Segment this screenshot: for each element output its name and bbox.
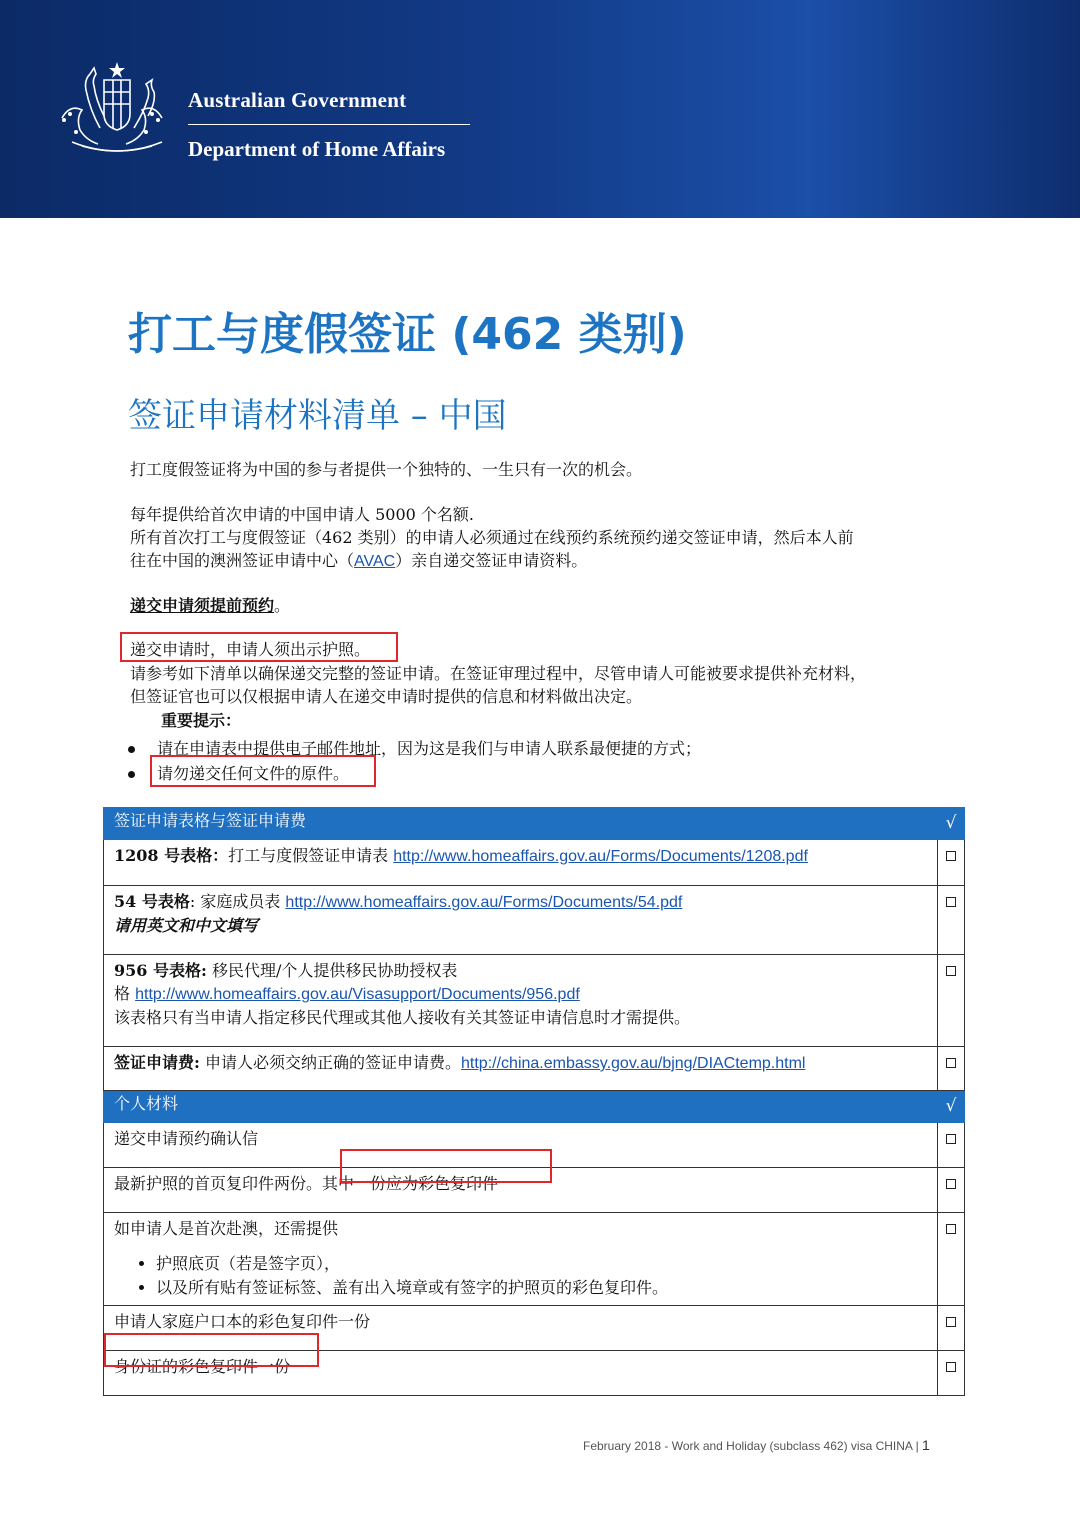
- checkbox-icon[interactable]: [946, 966, 956, 976]
- checkbox-icon[interactable]: [946, 851, 956, 861]
- table-row: 签证申请费: 申请人必须交纳正确的签证申请费。http://china.embassy.gov.au/bjng/DIACtemp.html: [104, 1047, 965, 1091]
- section-title: 签证申请表格与签证申请费: [104, 808, 938, 840]
- highlight-box-passport: [120, 632, 398, 662]
- tip-item: 请在申请表中提供电子邮件地址，因为这是我们与申请人联系最便捷的方式；: [128, 736, 701, 759]
- table-row: 最新护照的首页复印件两份。其中一份应为彩色复印件: [104, 1168, 965, 1213]
- important-heading: 重要提示：: [161, 711, 242, 730]
- page-title: 打工与度假签证 (462 类别): [128, 309, 687, 360]
- section-header-forms: [104, 808, 965, 840]
- header-banner: [0, 0, 1080, 218]
- table-row: 956 号表格: 移民代理/个人提供移民协助授权表 格 http://www.homeaffairs.gov.au/Visasupport/Documents/956.pdf 该表格只有当申请人指定移民代理或其他人接收有关其签证申请信息时才需提供。: [104, 955, 965, 1047]
- avac-link[interactable]: AVAC: [354, 553, 396, 570]
- government-wordmark: [188, 88, 470, 162]
- page-subtitle: 签证申请材料清单 – 中国: [128, 396, 507, 436]
- section-header-personal: [104, 1091, 965, 1123]
- bullet-icon: [128, 771, 135, 778]
- highlight-box-color-copy: [340, 1149, 552, 1183]
- table-row: 如申请人是首次赴澳，还需提供 • 护照底页（若是签字页）， • 以及所有贴有签证标签、盖有出入境章或有签字的护照页的彩色复印件。: [104, 1213, 965, 1306]
- appointment-paragraph-line1: 所有首次打工与度假签证（462 类别）的申请人必须通过在线预约系统预约递交签证申请，然后本人前: [130, 528, 854, 547]
- highlight-box-id-card: [104, 1333, 319, 1367]
- bullet-icon: [128, 746, 135, 753]
- checklist-table: [103, 807, 965, 1396]
- check-mark-icon: √: [938, 1091, 965, 1123]
- page-number: 1: [922, 1437, 930, 1453]
- appointment-paragraph-line2: 往在中国的澳洲签证申请中心（AVAC）亲自递交签证申请资料。: [130, 551, 588, 570]
- government-name: Australian Government: [188, 88, 407, 112]
- checkbox-icon[interactable]: [946, 1058, 956, 1068]
- checkbox-icon[interactable]: [946, 1179, 956, 1189]
- table-row: 身份证的彩色复印件一份: [104, 1351, 965, 1396]
- department-name: Department of Home Affairs: [188, 137, 446, 161]
- form-1208-link[interactable]: http://www.homeaffairs.gov.au/Forms/Documents/1208.pdf: [393, 848, 808, 865]
- checkbox-icon[interactable]: [946, 1317, 956, 1327]
- page-footer: February 2018 - Work and Holiday (subclass 462) visa CHINA | 1: [583, 1437, 930, 1453]
- wordmark-divider: [188, 124, 470, 125]
- section-title: 个人材料: [104, 1091, 938, 1123]
- coat-of-arms-icon: [42, 58, 182, 163]
- checkbox-icon[interactable]: [946, 1362, 956, 1372]
- first-visit-list: [114, 1252, 927, 1300]
- reference-paragraph-line2: 但签证官也可以仅根据申请人在递交申请时提供的信息和材料做出决定。: [130, 687, 643, 706]
- table-row: 54 号表格: 家庭成员表 http://www.homeaffairs.gov.au/Forms/Documents/54.pdf 请用英文和中文填写: [104, 886, 965, 955]
- checkbox-icon[interactable]: [946, 1224, 956, 1234]
- table-row: 申请人家庭户口本的彩色复印件一份: [104, 1306, 965, 1351]
- table-row: 递交申请预约确认信: [104, 1123, 965, 1168]
- checkbox-icon[interactable]: [946, 897, 956, 907]
- list-item: • 护照底页（若是签字页），: [156, 1252, 927, 1276]
- checkbox-icon[interactable]: [946, 1134, 956, 1144]
- highlight-box-originals: [150, 755, 376, 787]
- form-54-link[interactable]: http://www.homeaffairs.gov.au/Forms/Documents/54.pdf: [285, 894, 683, 911]
- intro-paragraph: 打工度假签证将为中国的参与者提供一个独特的、一生只有一次的机会。: [130, 460, 643, 479]
- quota-line: 每年提供给首次申请的中国申请人 5000 个名额.: [130, 505, 474, 524]
- reference-paragraph-line1: 请参考如下清单以确保递交完整的签证申请。在签证审理过程中，尽管申请人可能被要求提供补充材料，: [130, 664, 867, 683]
- appointment-required: 递交申请须提前预约。: [130, 596, 291, 615]
- check-mark-icon: √: [938, 808, 965, 840]
- list-item: • 以及所有贴有签证标签、盖有出入境章或有签字的护照页的彩色复印件。: [156, 1276, 927, 1300]
- passport-note: 递交申请时，申请人须出示护照。: [130, 640, 371, 659]
- form-956-link[interactable]: http://www.homeaffairs.gov.au/Visasupport/Documents/956.pdf: [135, 986, 580, 1003]
- visa-fee-link[interactable]: http://china.embassy.gov.au/bjng/DIACtemp.html: [461, 1055, 806, 1072]
- table-row: 1208 号表格：打工与度假签证申请表 http://www.homeaffairs.gov.au/Forms/Documents/1208.pdf: [104, 840, 965, 886]
- tip-item: 请勿递交任何文件的原件。: [128, 761, 349, 784]
